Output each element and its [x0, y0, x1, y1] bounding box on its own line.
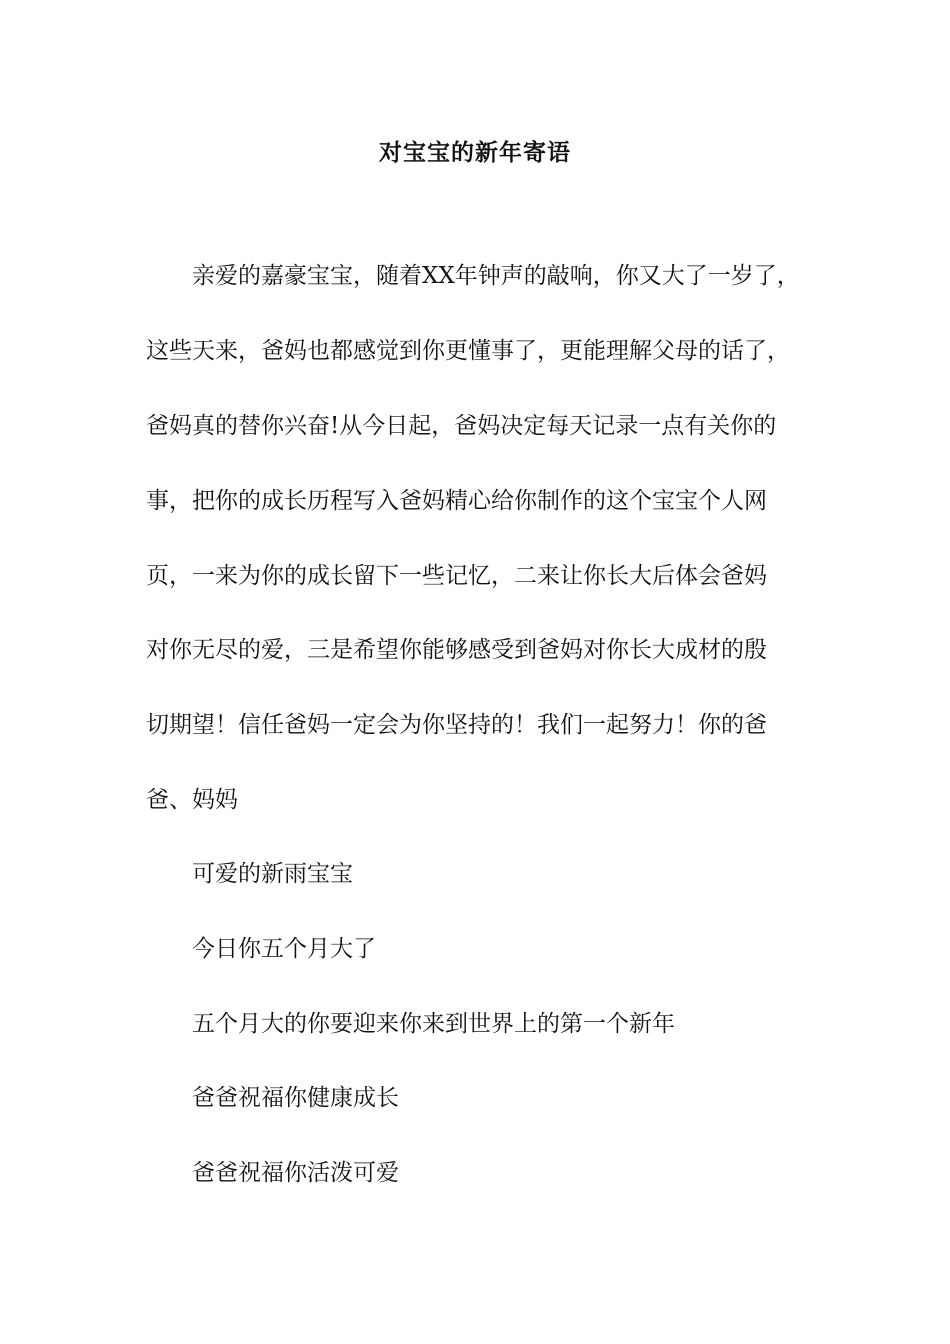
paragraph-line: 对你无尽的爱，三是希望你能够感受到爸妈对你长大成材的殷 — [146, 637, 767, 663]
paragraph-line: 爸、妈妈 — [146, 787, 238, 813]
paragraph-line: 事，把你的成长历程写入爸妈精心给你制作的这个宝宝个人网 — [146, 488, 767, 514]
paragraph-line: 爸妈真的替你兴奋!从今日起，爸妈决定每天记录一点有关你的 — [146, 413, 777, 439]
paragraph-line: 页，一来为你的成长留下一些记忆，二来让你长大后体会爸妈 — [146, 563, 767, 589]
body-line: 爸爸祝福你活泼可爱 — [192, 1160, 399, 1186]
body-line: 可爱的新雨宝宝 — [192, 861, 353, 887]
paragraph-line: 亲爱的嘉豪宝宝，随着XX年钟声的敲响，你又大了一岁了， — [192, 263, 800, 289]
paragraph-line: 这些天来，爸妈也都感觉到你更懂事了，更能理解父母的话了， — [146, 338, 790, 364]
body-line: 今日你五个月大了 — [192, 936, 376, 962]
body-line: 五个月大的你要迎来你来到世界上的第一个新年 — [192, 1011, 675, 1037]
document-title: 对宝宝的新年寄语 — [379, 139, 571, 166]
paragraph-line: 切期望！信任爸妈一定会为你坚持的！我们一起努力！你的爸 — [146, 712, 767, 738]
body-line: 爸爸祝福你健康成长 — [192, 1085, 399, 1111]
